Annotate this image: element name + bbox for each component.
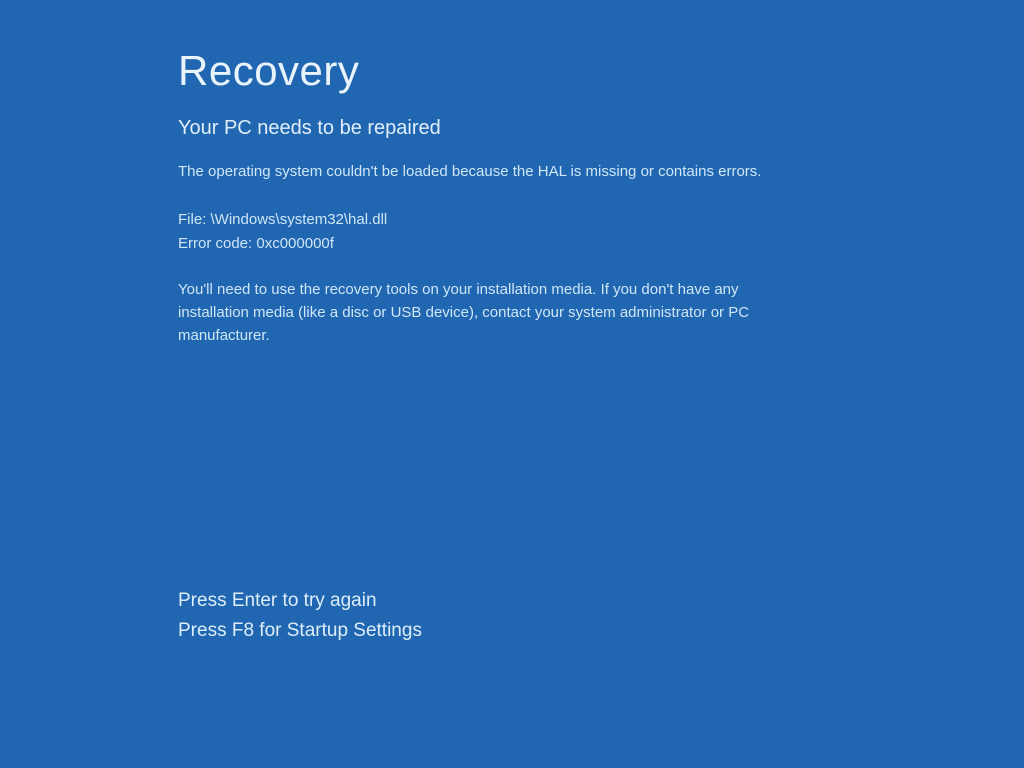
page-title: Recovery bbox=[178, 47, 360, 94]
press-f8-hint: Press F8 for Startup Settings bbox=[178, 620, 422, 641]
error-details bbox=[178, 208, 387, 256]
error-description: The operating system couldn't be loaded because the HAL is missing or contains errors. bbox=[178, 163, 762, 180]
error-code: Error code: 0xc000000f bbox=[178, 235, 334, 252]
error-file-path: File: \Windows\system32\hal.dll bbox=[178, 211, 388, 228]
keyboard-actions bbox=[178, 586, 422, 646]
error-headline: Your PC needs to be repaired bbox=[178, 117, 441, 139]
recovery-advice: You'll need to use the recovery tools on your installation media. If you don't have any installation media (like a disc or USB device), contact your system administrator or PC manufacturer. bbox=[178, 281, 750, 344]
press-enter-hint: Press Enter to try again bbox=[178, 590, 377, 611]
